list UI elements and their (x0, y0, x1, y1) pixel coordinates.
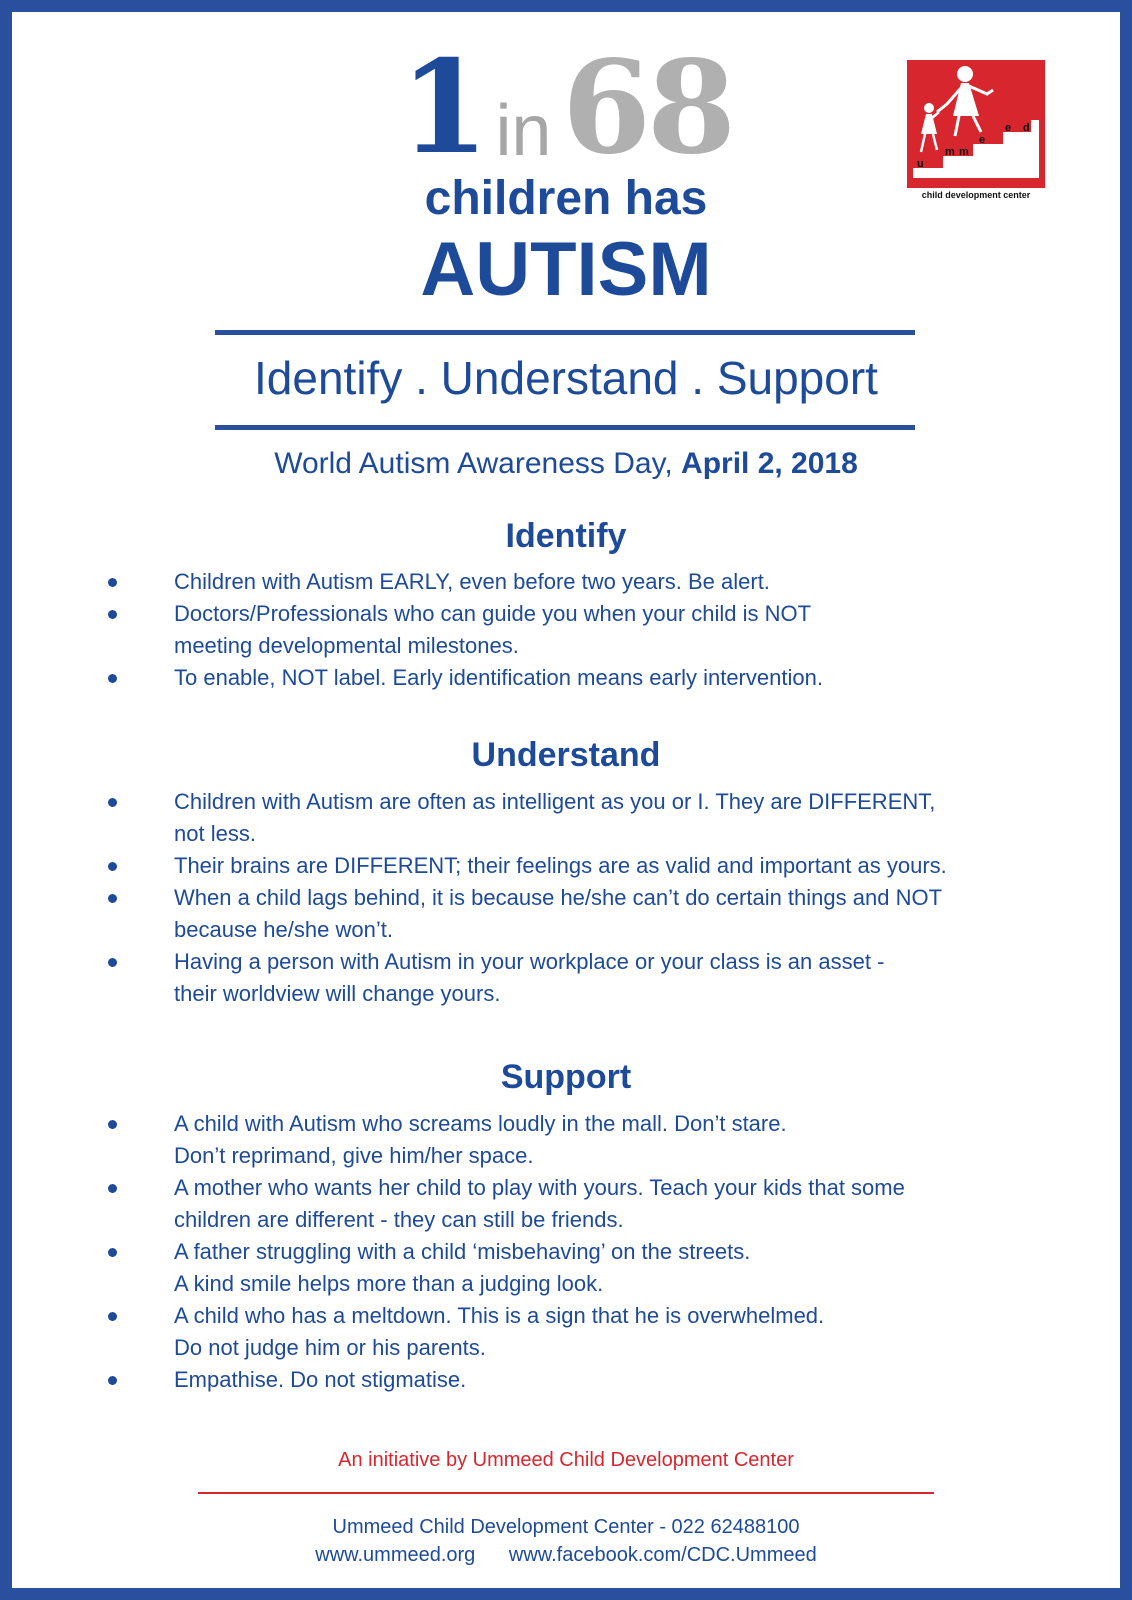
contact-line: Ummeed Child Development Center - 022 62488100 (332, 1516, 800, 1538)
bullet-text-line: When a child lags behind, it is because he/she can’t do certain things and NOT (174, 885, 943, 910)
logo-letter: e (979, 134, 986, 146)
website-link[interactable]: www.ummeed.org (315, 1544, 476, 1566)
bullet-dot-icon (108, 958, 117, 967)
headline-autism: AUTISM (420, 227, 712, 312)
bullet-text-line: A father struggling with a child ‘misbehaving’ on the streets. (174, 1239, 751, 1264)
facebook-link[interactable]: www.facebook.com/CDC.Ummeed (508, 1544, 817, 1566)
support-list (100, 1108, 1060, 1396)
bullet-item (100, 1364, 1060, 1396)
bullet-item (100, 786, 1060, 850)
ummeed-logo (907, 60, 1045, 200)
footer-divider (198, 1492, 934, 1494)
bullet-item (100, 566, 1060, 598)
bullet-text-line: A child who has a meltdown. This is a sign that he is overwhelmed. (174, 1303, 825, 1328)
bullet-dot-icon (108, 1376, 117, 1385)
understand-list (100, 786, 1060, 1010)
bullet-text-line: Empathise. Do not stigmatise. (174, 1367, 467, 1392)
bullet-dot-icon (108, 610, 117, 619)
headline-in-word: in (495, 91, 552, 171)
bullet-dot-icon (108, 578, 117, 587)
event-prefix: World Autism Awareness Day, (274, 447, 673, 480)
bullet-item (100, 662, 1060, 694)
section-title-support: Support (500, 1058, 632, 1096)
bullet-text-line: Doctors/Professionals who can guide you when your child is NOT (174, 601, 812, 626)
bullet-dot-icon (108, 798, 117, 807)
identify-list (100, 566, 1060, 694)
bullet-item (100, 946, 1060, 1010)
event-date: April 2, 2018 (681, 447, 858, 480)
logo-letter: m (945, 146, 955, 158)
bullet-text-line: their worldview will change yours. (174, 981, 501, 1006)
headline-number-one: 1 (399, 33, 485, 183)
bullet-item (100, 598, 1060, 662)
bullet-text-line: Don’t reprimand, give him/her space. (174, 1143, 534, 1168)
bullet-item (100, 1108, 1060, 1172)
bullet-text-line: A mother who wants her child to play with yours. Teach your kids that some (174, 1175, 905, 1200)
bullet-text-line: To enable, NOT label. Early identification means early intervention. (174, 665, 823, 690)
logo-letter: d (1023, 122, 1030, 134)
bullet-text-line: Children with Autism are often as intelligent as you or I. They are DIFFERENT, (174, 789, 936, 814)
logo-letter: e (1005, 122, 1012, 134)
headline-children-has: children has (424, 172, 708, 225)
bottom-rule (215, 425, 915, 430)
tagline: Identify . Understand . Support (254, 352, 878, 404)
bullet-item (100, 1300, 1060, 1364)
logo-caption: child development center (921, 190, 1031, 200)
bullet-dot-icon (108, 1120, 117, 1129)
bullet-item (100, 850, 1060, 882)
bullet-text-line: Their brains are DIFFERENT; their feelings are as valid and important as yours. (174, 853, 947, 878)
section-title-identify: Identify (505, 517, 627, 555)
bullet-dot-icon (108, 894, 117, 903)
logo-letter: m (959, 146, 969, 158)
event-line (0, 445, 1132, 483)
bullet-dot-icon (108, 1248, 117, 1257)
bullet-text-line: Having a person with Autism in your workplace or your class is an asset - (174, 949, 885, 974)
bullet-dot-icon (108, 674, 117, 683)
section-title-understand: Understand (471, 736, 661, 774)
initiative-credit: An initiative by Ummeed Child Development Center (338, 1449, 794, 1471)
bullet-text-line: A child with Autism who screams loudly in the mall. Don’t stare. (174, 1111, 787, 1136)
bullet-text-line: Do not judge him or his parents. (174, 1335, 486, 1360)
bullet-item (100, 882, 1060, 946)
links-line (0, 1542, 1132, 1568)
top-rule (215, 330, 915, 335)
headline-number-68: 68 (561, 33, 733, 183)
logo-letter: u (917, 158, 924, 170)
bullet-dot-icon (108, 1312, 117, 1321)
bullet-text-line: Children with Autism EARLY, even before two years. Be alert. (174, 569, 770, 594)
bullet-text-line: meeting developmental milestones. (174, 633, 519, 658)
bullet-text-line: A kind smile helps more than a judging look. (174, 1271, 604, 1296)
bullet-item (100, 1236, 1060, 1300)
bullet-text-line: not less. (174, 821, 256, 846)
bullet-text-line: children are different - they can still be friends. (174, 1207, 624, 1232)
logo-red-box (907, 60, 1045, 188)
bullet-item (100, 1172, 1060, 1236)
bullet-text-line: because he/she won’t. (174, 917, 393, 942)
bullet-dot-icon (108, 862, 117, 871)
bullet-dot-icon (108, 1184, 117, 1193)
